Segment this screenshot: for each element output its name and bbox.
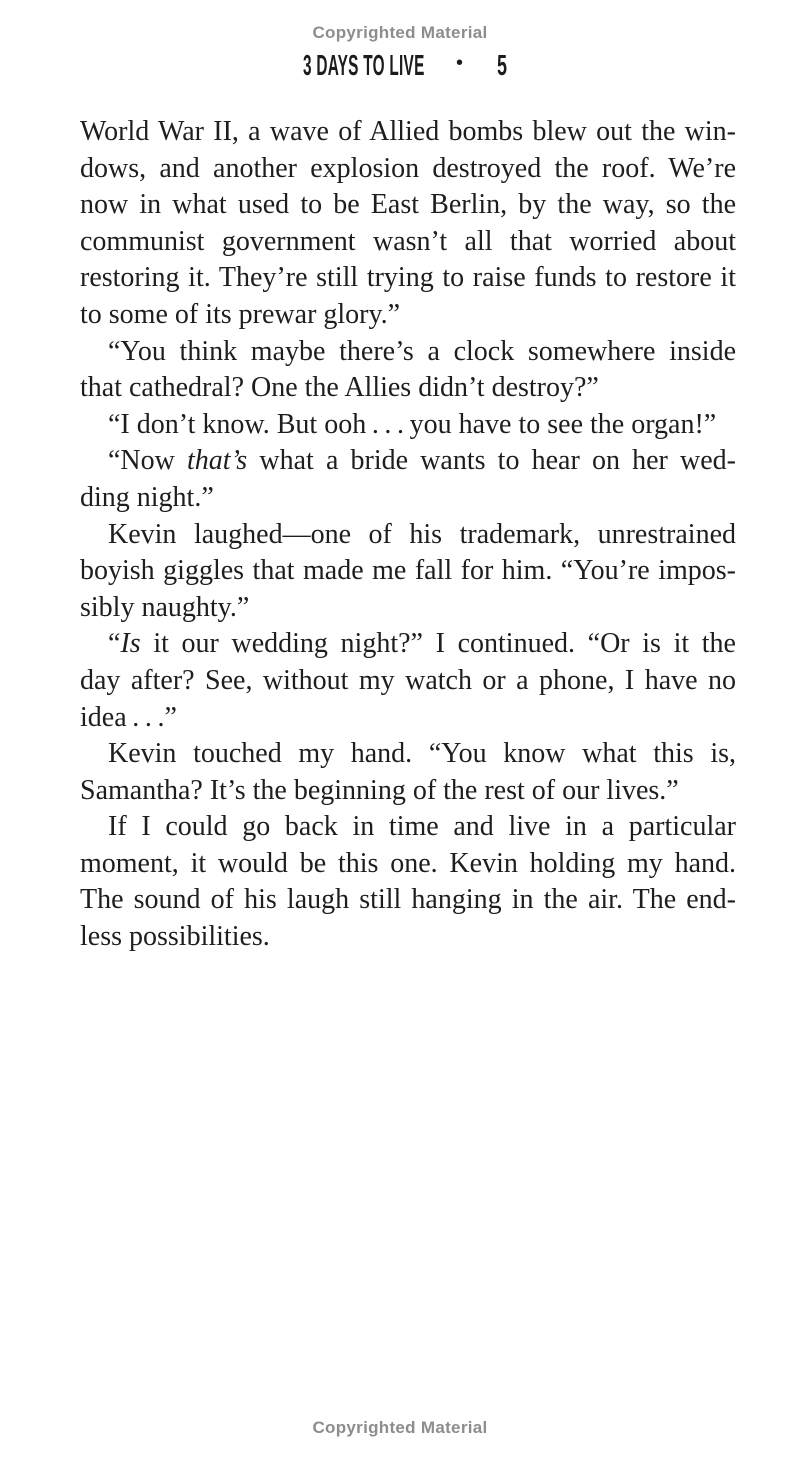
paragraph: [80, 736, 736, 809]
text-run: it our wedding night?” I continued. “Or is it the: [140, 628, 736, 660]
text-line: [80, 553, 736, 590]
text-run: boyish giggles that made me fall for him. “You’re impos-: [80, 555, 736, 587]
text-run: less possibilities.: [80, 921, 270, 953]
paragraph: [80, 407, 736, 444]
text-line: [80, 846, 736, 883]
text-run: now in what used to be East Berlin, by the way, so the: [80, 189, 736, 221]
text-run: dows, and another explosion destroyed the roof. We’re: [80, 152, 736, 184]
text-run: Kevin touched my hand. “You know what this is,: [108, 738, 736, 770]
text-run: moment, it would be this one. Kevin holding my hand.: [80, 847, 736, 879]
text-line: [80, 114, 736, 151]
paragraph: [80, 809, 736, 955]
text-run: “Now: [108, 445, 188, 477]
paragraph: [80, 626, 736, 736]
text-run: “You think maybe there’s a clock somewhere inside: [108, 335, 736, 367]
text-line: [80, 151, 736, 188]
text-line: [80, 736, 736, 773]
text-line: [80, 260, 736, 297]
text-run: day after? See, without my watch or a phone, I have no: [80, 664, 736, 696]
text-run: World War II, a wave of Allied bombs blew out the win-: [80, 116, 736, 147]
text-run: The sound of his laugh still hanging in the air. The end-: [80, 884, 736, 916]
text-line: [80, 297, 736, 334]
text-run: idea . . .”: [80, 701, 177, 733]
text-line: [80, 334, 736, 371]
paragraph: [80, 334, 736, 407]
text-run: “I don’t know. But ooh . . . you have to see the organ!”: [108, 408, 717, 440]
text-run: that cathedral? One the Allies didn’t destroy?”: [80, 372, 599, 404]
text-line: [80, 663, 736, 700]
text-line: [80, 882, 736, 919]
text-line: [80, 370, 736, 407]
text-line: [80, 700, 736, 737]
text-run: Samantha? It’s the beginning of the rest of our lives.”: [80, 774, 679, 806]
text-line: [80, 443, 736, 480]
text-line: [80, 224, 736, 261]
paragraph: [80, 517, 736, 627]
text-line: [80, 480, 736, 517]
book-title: 3 DAYS TO LIVE: [303, 50, 425, 82]
text-run: If I could go back in time and live in a particular: [108, 811, 736, 843]
text-line: [80, 626, 736, 663]
text-line: [80, 809, 736, 846]
text-line: [80, 407, 736, 444]
italic-text-run: Is: [120, 628, 141, 660]
page-number: 5: [497, 50, 508, 82]
italic-text-run: that’s: [187, 445, 248, 477]
text-line: [80, 773, 736, 810]
paragraph: [80, 443, 736, 516]
text-run: sibly naughty.”: [80, 591, 250, 623]
body-text: [80, 114, 736, 956]
text-line: [80, 919, 736, 956]
text-line: [80, 517, 736, 554]
text-run: restoring it. They’re still trying to raise funds to restore it: [80, 262, 736, 294]
running-header: [0, 0, 800, 100]
separator-dot-icon: •: [456, 52, 464, 74]
copyright-notice-top: Copyrighted Material: [312, 23, 488, 42]
text-line: [80, 590, 736, 627]
text-run: Kevin laughed—one of his trademark, unrestrained: [108, 518, 736, 550]
text-run: to some of its prewar glory.”: [80, 298, 401, 330]
text-run: communist government wasn’t all that worried about: [80, 225, 736, 257]
text-line: [80, 187, 736, 224]
copyright-notice-bottom: Copyrighted Material: [312, 1418, 488, 1437]
text-run: “: [108, 628, 121, 660]
text-run: what a bride wants to hear on her wed-: [247, 445, 736, 477]
text-run: ding night.”: [80, 481, 214, 513]
paragraph: [80, 114, 736, 334]
